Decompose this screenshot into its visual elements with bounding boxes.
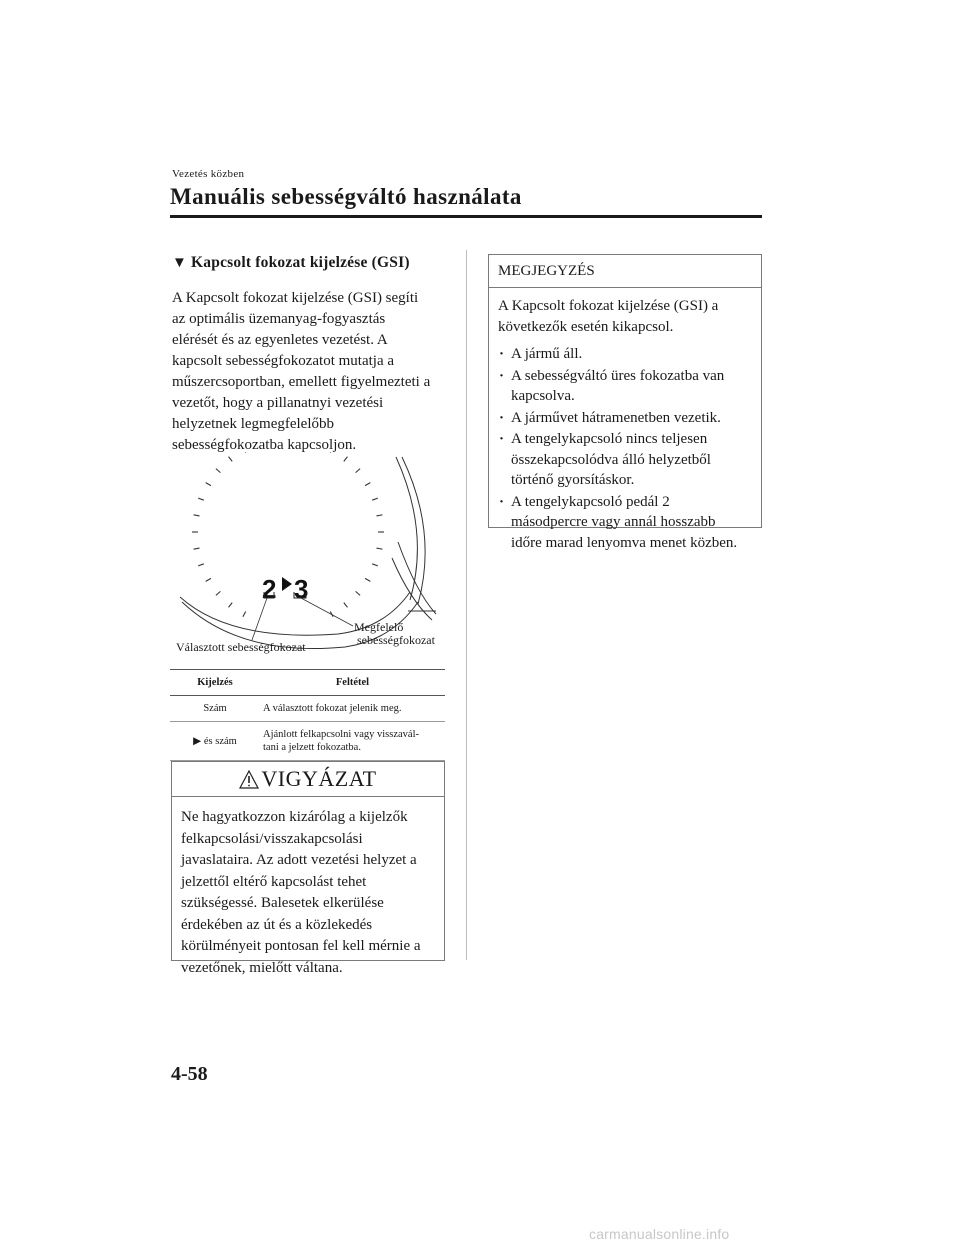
gsi-section	[172, 254, 452, 456]
gsi-intro-text: A Kapcsolt fokozat kijelzése (GSI) segíti az optimális üzemanyag-fogyasztás elérését és az egyenletes vezetést. A kapcsolt sebességfokozatot mutatja a műszercsoportban, emellett figyelmezteti a vezetőt, hogy a pillanatnyi vezetési helyzetnek legmegfelelőbb sebességfokozatba kapcsoljon.	[172, 290, 431, 453]
recommended-gear-digit: 3	[294, 574, 309, 604]
label-selected-gear: Választott sebességfokozat	[176, 640, 306, 654]
table-cell-condition: A választott fokozat jelenik meg.	[260, 696, 445, 722]
gauge-tick	[372, 498, 378, 500]
gsi-display-table	[170, 669, 445, 761]
gauge-tick	[243, 612, 246, 617]
gauge-tick	[216, 591, 221, 595]
bezel-curve-2	[402, 457, 425, 604]
watermark: carmanualsonline.info	[589, 1226, 730, 1242]
gauge-tick	[229, 603, 233, 608]
page-title: Manuális sebességváltó használata	[170, 184, 522, 209]
instrument-cluster-figure	[170, 452, 450, 664]
gauge-tick	[216, 469, 221, 473]
gauge-tick	[377, 515, 383, 516]
gauge-tick	[206, 483, 211, 486]
gauge-tick	[194, 515, 200, 516]
list-item: · A sebességváltó üres fokozatba van kapcsolva.	[499, 366, 755, 407]
gauge-tick	[330, 452, 333, 453]
gauge-tick	[344, 457, 348, 462]
current-gear-digit: 2	[262, 574, 277, 604]
gauge-tick	[229, 457, 233, 462]
note-list	[489, 344, 761, 553]
gsi-subheading-text: Kapcsolt fokozat kijelzése (GSI)	[191, 254, 410, 271]
gsi-subheading	[172, 254, 452, 272]
table-cell-display-text: és szám	[201, 735, 237, 747]
gauge-tick	[243, 452, 246, 453]
caution-title: VIGYÁZAT	[261, 766, 377, 791]
page-number: 4-58	[171, 1063, 208, 1085]
title-rule	[170, 215, 762, 218]
note-title: MEGJEGYZÉS	[498, 262, 595, 279]
label-recommended-gear: Megfelelő sebességfokozat	[354, 620, 435, 647]
caution-box	[171, 761, 445, 976]
note-header	[489, 255, 761, 288]
gauge-tick	[344, 603, 348, 608]
table-row	[170, 722, 445, 761]
gauge-tick	[377, 548, 383, 549]
list-item: · A jármű áll.	[499, 344, 755, 365]
leader-line-recommended	[301, 598, 353, 626]
table-row	[170, 696, 445, 722]
triangle-bullet-icon: ▼	[172, 255, 188, 271]
list-item: · A járművet hátramenetben vezetik.	[499, 408, 755, 429]
upshift-arrow-icon: ▶	[193, 735, 202, 747]
gauge-tick	[194, 548, 200, 549]
section-label: Vezetés közben	[172, 168, 245, 180]
gauge-tick	[365, 483, 370, 486]
gauge-tick	[356, 591, 361, 595]
gauge-tick	[372, 564, 378, 566]
note-intro-text: A Kapcsolt fokozat kijelzése (GSI) a következők esetén kikapcsol.	[498, 298, 719, 335]
table-cell-display: Szám	[170, 696, 260, 722]
gauge-tick	[365, 578, 370, 581]
list-item: · A tengelykapcsoló nincs teljesen összekapcsolódva álló helyzetből történő gyorsításkor.	[499, 429, 755, 491]
caution-header	[172, 762, 444, 797]
caution-text: Ne hagyatkozzon kizárólag a kijelzők felkapcsolási/visszakapcsolási javaslataira. Az adott vezetési helyzet a jelzettől eltérő kapcsolást tehet szükségessé. Balesetek elkerülése érdekében az út és a közlekedés körülményeit pontosan fel kell mérnie a vezetőnek, mielőtt váltana.	[181, 809, 421, 976]
table-header-condition: Feltétel	[260, 670, 445, 696]
table-cell-condition: Ajánlott felkapcsolni vagy visszavál- tani a jelzett fokozatba.	[260, 722, 445, 761]
table-cell-display	[170, 722, 260, 761]
bezel-curve-1	[396, 457, 417, 600]
table-header-row	[170, 670, 445, 696]
gauge-tick	[198, 498, 204, 500]
upshift-arrow-icon	[282, 577, 292, 591]
gauge-tick-marks	[192, 452, 384, 617]
note-box	[488, 254, 762, 551]
table-header-display: Kijelzés	[170, 670, 260, 696]
gauge-tick	[198, 564, 204, 566]
warning-triangle-icon	[239, 770, 259, 789]
leader-line-selected	[252, 598, 267, 640]
gauge-tick	[356, 469, 361, 473]
column-divider	[466, 250, 467, 960]
list-item: · A tengelykapcsoló pedál 2 másodpercre vagy annál hosszabb időre marad lenyomva menet közben.	[499, 492, 755, 554]
gauge-tick	[206, 578, 211, 581]
